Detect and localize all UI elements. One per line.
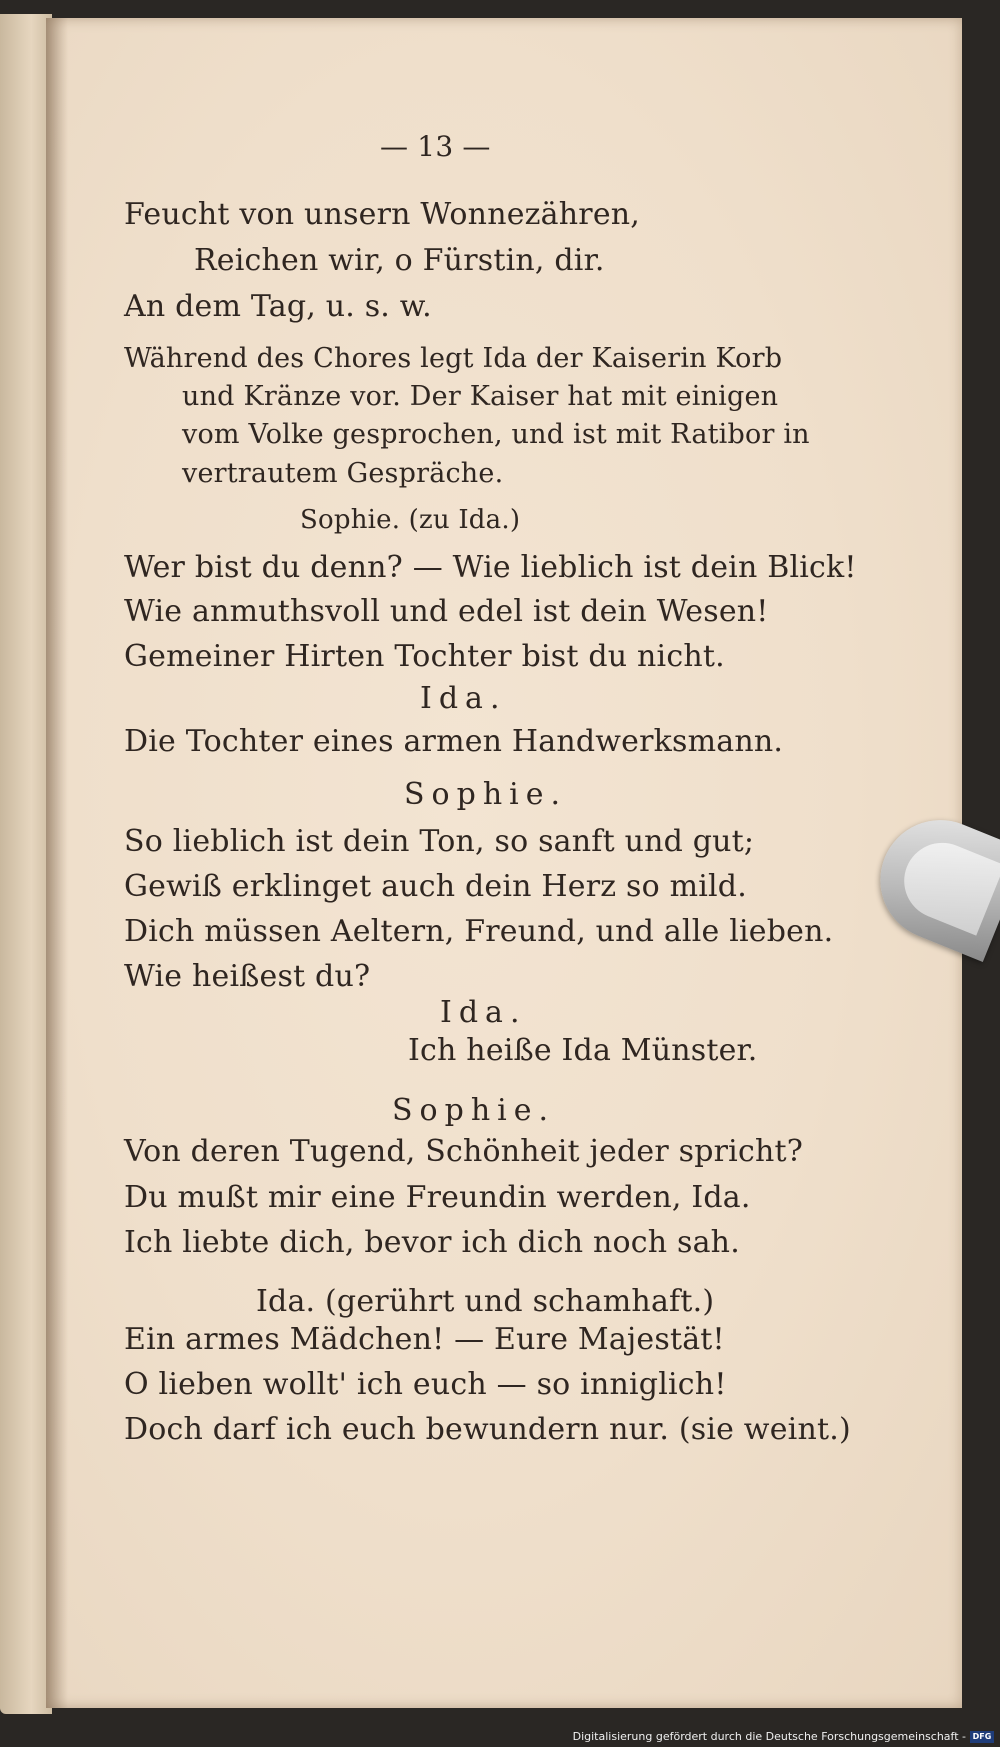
text-line: Doch darf ich euch bewundern nur. (sie weint.) [124, 1412, 851, 1447]
text-line: Ich heiße Ida Münster. [408, 1033, 758, 1068]
speaker-heading: Ida. [420, 681, 507, 716]
speaker-heading: Sophie. [404, 777, 568, 812]
text-line: Wer bist du denn? — Wie lieblich ist dein Blick! [124, 550, 857, 585]
previous-page-edge [0, 14, 52, 1714]
text-line: Die Tochter eines armen Handwerksmann. [124, 724, 784, 759]
text-line: Feucht von unsern Wonnezähren, [124, 197, 641, 232]
gutter-shadow [46, 18, 68, 1708]
text-line: So lieblich ist dein Ton, so sanft und gut; [124, 824, 755, 859]
text-line: Ich liebte dich, bevor ich dich noch sah. [124, 1225, 740, 1260]
text-line: Gewiß erklinget auch dein Herz so mild. [124, 869, 747, 904]
page-number: — 13 — [380, 130, 491, 163]
stage-direction: und Kränze vor. Der Kaiser hat mit einigen [182, 381, 779, 412]
stage-direction: vom Volke gesprochen, und ist mit Ratibor in [182, 419, 810, 450]
digitization-credit: Digitalisierung gefördert durch die Deutsche Forschungsgemeinschaft - [572, 1730, 966, 1743]
speaker-heading: Sophie. (zu Ida.) [300, 505, 521, 535]
speaker-heading: Ida. (gerührt und schamhaft.) [256, 1284, 715, 1319]
dfg-logo: DFG [970, 1731, 994, 1743]
text-line: An dem Tag, u. s. w. [124, 289, 432, 324]
text-line: Dich müssen Aeltern, Freund, und alle lieben. [124, 914, 834, 949]
text-line: Gemeiner Hirten Tochter bist du nicht. [124, 639, 725, 674]
text-line: Von deren Tugend, Schönheit jeder spricht? [124, 1134, 804, 1169]
text-line: Du mußt mir eine Freundin werden, Ida. [124, 1180, 751, 1215]
text-line: Ein armes Mädchen! — Eure Majestät! [124, 1322, 725, 1357]
text-line: Wie heißest du? [124, 959, 371, 994]
text-line: O lieben wollt' ich euch — so inniglich! [124, 1367, 727, 1402]
text-line: Reichen wir, o Fürstin, dir. [194, 243, 605, 278]
speaker-heading: Ida. [440, 995, 527, 1030]
speaker-heading: Sophie. [392, 1093, 556, 1128]
text-line: Wie anmuthsvoll und edel ist dein Wesen! [124, 594, 769, 629]
stage-direction: Während des Chores legt Ida der Kaiserin Korb [124, 343, 783, 374]
stage-direction: vertrautem Gespräche. [182, 458, 504, 489]
page-clip-inner [893, 831, 1000, 935]
